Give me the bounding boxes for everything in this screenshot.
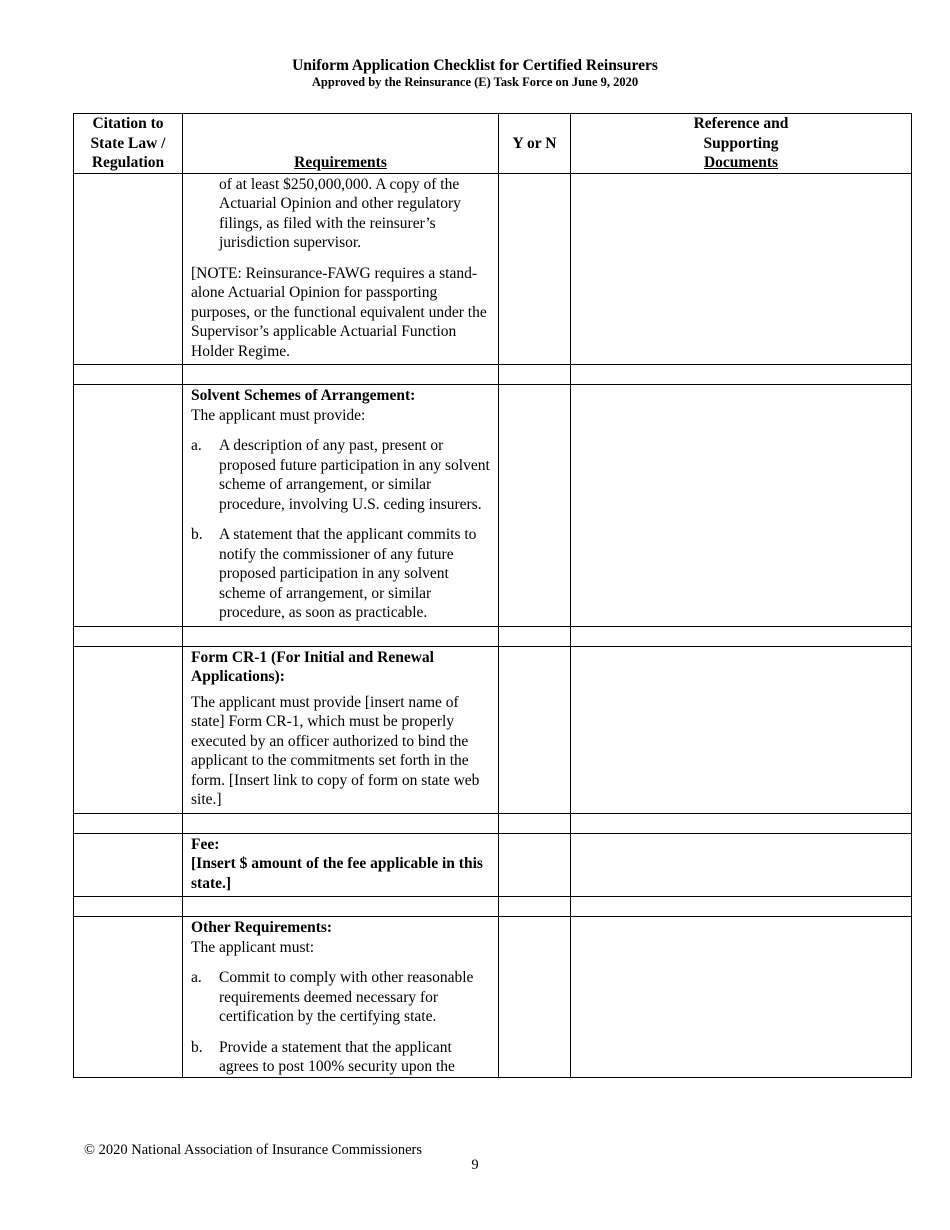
section-heading: Solvent Schemes of Arrangement: [191, 387, 416, 404]
spacer-row [74, 365, 912, 385]
table-row-form-cr1 [74, 646, 912, 813]
citation-cell [74, 385, 183, 627]
yn-cell [499, 385, 571, 627]
section-body: The applicant must provide [insert name of state] Form CR-1, which must be properly executed by an officer authorized to bind the applicant to the commitments set forth in the form. [Insert link to copy of form on state web site.] [191, 693, 480, 808]
spacer-row [74, 626, 912, 646]
section-body: [Insert $ amount of the fee applicable in this state.] [191, 855, 483, 892]
requirement-cell [183, 385, 499, 627]
table-row-fee [74, 833, 912, 897]
table-row-solvent-schemes [74, 385, 912, 627]
section-heading: Fee: [191, 835, 220, 853]
column-header-reference: Reference and Supporting Documents [571, 114, 912, 174]
reference-cell [571, 917, 912, 1078]
section-intro: The applicant must provide: [191, 406, 366, 424]
requirement-cell [183, 833, 499, 897]
table-row-actuarial [74, 173, 912, 365]
reference-cell [571, 833, 912, 897]
citation-cell [74, 173, 183, 365]
requirement-cell [183, 646, 499, 813]
yn-cell [499, 833, 571, 897]
citation-cell [74, 917, 183, 1078]
page-number: 9 [471, 1157, 479, 1173]
document-header [0, 56, 950, 90]
section-heading: Other Requirements: [191, 919, 333, 936]
spacer-row [74, 897, 912, 917]
list-item: b. A statement that the applicant commits to notify the commissioner of any future proposed participation in any solvent scheme of arrangement, or similar procedure, as soon as practicable. [191, 526, 477, 621]
reference-cell [571, 173, 912, 365]
reference-cell [571, 385, 912, 627]
table-row-other-requirements [74, 917, 912, 1078]
column-header-requirements: Requirements [183, 114, 499, 174]
citation-cell [74, 646, 183, 813]
copyright-footer: © 2020 National Association of Insurance Commissioners [84, 1142, 423, 1158]
table-header-row [74, 114, 912, 174]
actuarial-continuation: of at least $250,000,000. A copy of the Actuarial Opinion and other regulatory filings, as filed with the reinsurer’s jurisdiction supervisor. [219, 175, 461, 251]
list-item: a. A description of any past, present or proposed future participation in any solvent scheme of arrangement, or similar procedure, involving U.S. ceding insurers. [191, 437, 490, 513]
list-item: b. Provide a statement that the applicant agrees to post 100% security upon the [191, 1038, 455, 1075]
list-item: a. Commit to comply with other reasonable requirements deemed necessary for certification by the certifying state. [191, 969, 474, 1025]
column-header-y-or-n: Y or N [499, 114, 571, 174]
section-heading: Form CR-1 (For Initial and Renewal Applications): [191, 648, 434, 685]
section-intro: The applicant must: [191, 938, 315, 956]
yn-cell [499, 173, 571, 365]
document-subtitle: Approved by the Reinsurance (E) Task Force on June 9, 2020 [311, 75, 639, 89]
document-title: Uniform Application Checklist for Certified Reinsurers [292, 57, 658, 74]
spacer-row [74, 813, 912, 833]
reference-cell [571, 646, 912, 813]
column-header-citation: Citation to State Law / Regulation [74, 114, 183, 174]
yn-cell [499, 917, 571, 1078]
actuarial-note: [NOTE: Reinsurance-FAWG requires a stand-alone Actuarial Opinion for passporting purposes, or the functional equivalent under the Supervisor’s applicable Actuarial Function Holder Regime. [191, 264, 487, 360]
requirement-cell [183, 917, 499, 1078]
requirement-cell [183, 173, 499, 365]
yn-cell [499, 646, 571, 813]
checklist-table [73, 113, 912, 1078]
citation-cell [74, 833, 183, 897]
